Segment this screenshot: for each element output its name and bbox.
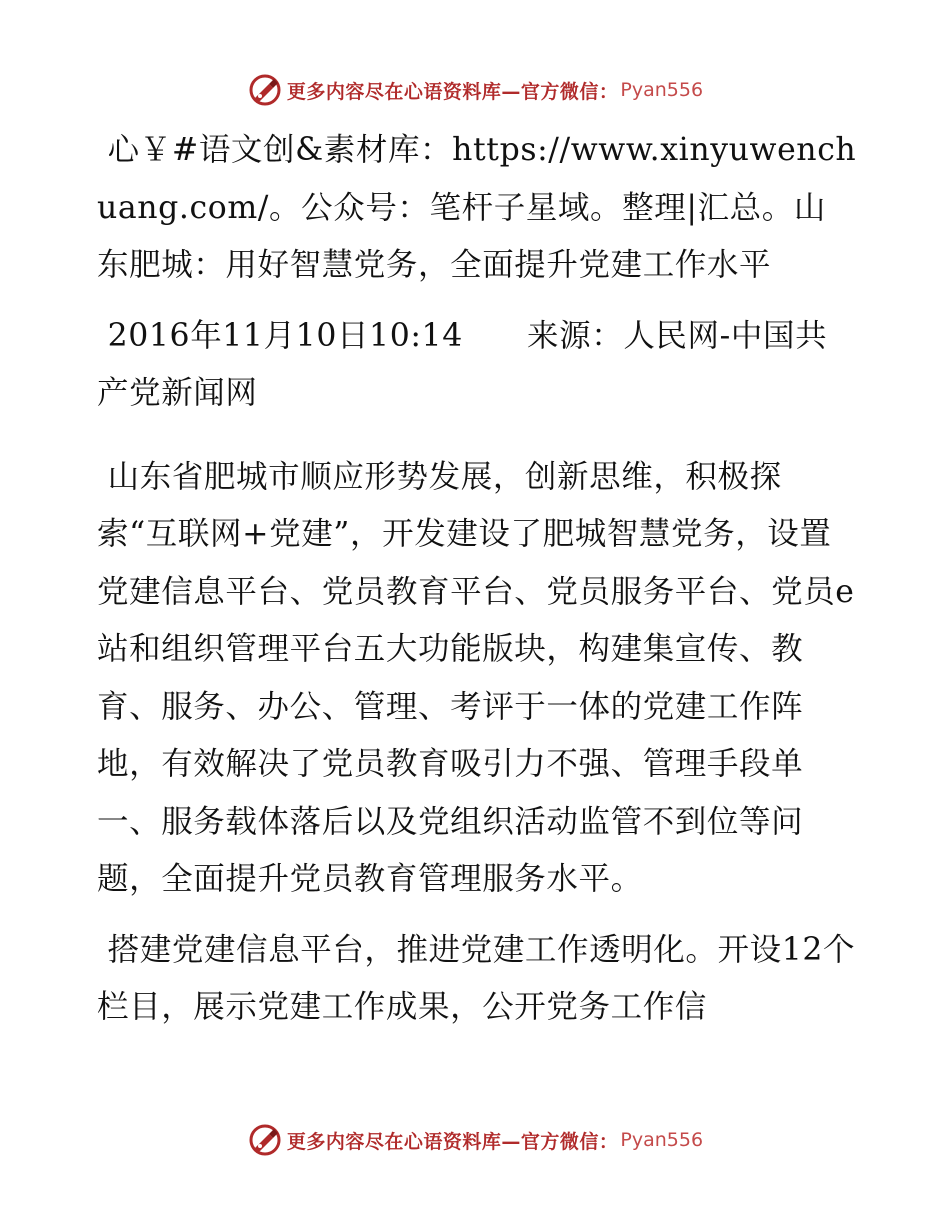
document-body — [97, 122, 857, 1050]
document-source-line: 2016年11月10日10:14 来源：人民网-中国共产党新闻网 — [97, 317, 828, 411]
pen-logo-icon — [247, 1122, 283, 1158]
document-header-line: 心￥#语文创&素材库：https://www.xinyuwenchuang.com/。公众号：笔杆子星域。整理|汇总。山东肥城：用好智慧党务，全面提升党建工作水平 — [97, 132, 857, 283]
banner-wechat-handle: Pyan556 — [620, 79, 704, 101]
banner-text: 更多内容尽在心语资料库—官方微信： — [286, 1130, 619, 1153]
banner-wechat-handle: Pyan556 — [620, 1129, 704, 1151]
footer-watermark-banner — [0, 1120, 950, 1160]
body-paragraph: 搭建党建信息平台，推进党建工作透明化。开设12个栏目，展示党建工作成果，公开党务工作信 — [97, 931, 856, 1025]
pen-logo-icon — [247, 72, 283, 108]
body-paragraph: 山东省肥城市顺应形势发展，创新思维，积极探索“互联网+党建”，开发建设了肥城智慧党务，设置党建信息平台、党员教育平台、党员服务平台、党员e站和组织管理平台五大功能版块，构建集宣传、教育、服务、办公、管理、考评于一体的党建工作阵地，有效解决了党员教育吸引力不强、管理手段单一、服务载体落后以及党组织活动监管不到位等问题，全面提升党员教育管理服务水平。 — [97, 458, 855, 897]
header-watermark-banner — [0, 70, 950, 110]
banner-text: 更多内容尽在心语资料库—官方微信： — [286, 80, 619, 103]
